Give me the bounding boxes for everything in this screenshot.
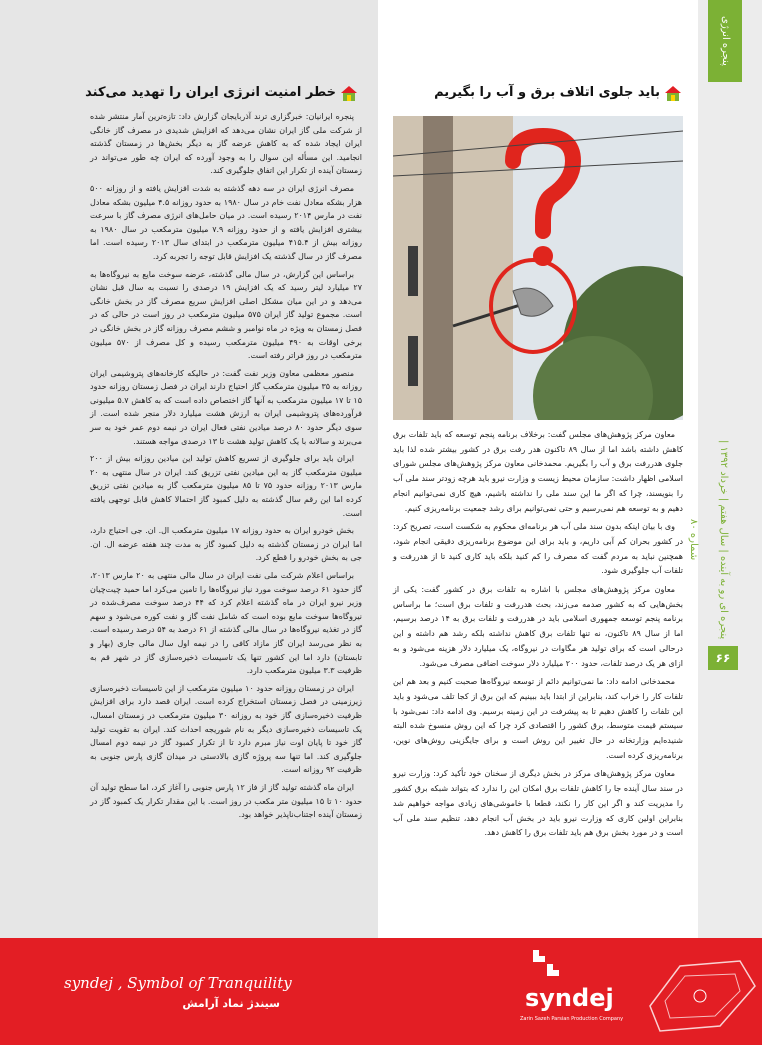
left-article-title: خطر امنیت انرژی ایران را تهدید می‌کند	[85, 85, 336, 100]
right-article-title: باید جلوی اتلاف برق و آب را بگیریم	[434, 85, 660, 100]
paragraph: مصرف انرژی ایران در سه دهه گذشته به شدت افزایش یافته و از روزانه ۵۰۰ هزار بشکه معادل نفت خام در سال ۱۹۸۰ به حدود روزانه ۴.۵ میلیون بشکه معادل نفت در مارس ۲۰۱۴ رسیده است. در میان حامل‌های انرژی مصرف گاز با سرعت بیشتری افزایش یافته و از حدود روزانه ۷.۹ میلیون مترمکعب در سال ۱۹۸۰ به روزانه بیش از ۴۱۵.۴ میلیون مترمکعب در ابتدای سال ۲۰۱۳ رسیده است. اما مصرف گاز در سال گذشته یک افزایش قابل توجه را تجربه کرد.	[90, 183, 362, 261]
paragraph: براساس اعلام شرکت ملی نفت ایران در سال مالی منتهی به ۲۰ مارس ۲۰۱۳، گاز حدود ۶۱ درصد سوخت مورد نیاز نیروگاه‌ها را تامین می‌کرد اما حمید چیت‌چیان وزیر نیرو ایران در ماه گذشته اعلام کرد که ۴۴ درصد سوخت مصرف‌شده در نیروگاه‌ها سوخت مایع بوده است که شامل نفت گاز و نفت کوره می‌شود و سهم گاز در تغذیه نیروگاه‌ها در سال مالی گذشته از ۶۱ درصد به ۵۴ درصد رسیده است. به نظر می‌رسد ایران گاز مازاد کافی را در نیمه اول سال مالی جاری (بهار و تابستان) دارد اما این کشور تنها یک تاسیسات ذخیره‌سازی گاز در شهر قم به ظرفیت ۳.۳ میلیون مترمکعب دارد.	[90, 571, 363, 676]
article-photo	[393, 116, 683, 420]
left-article-body	[90, 110, 362, 930]
paragraph: محمدخانی ادامه داد: ما نمی‌توانیم دائم از توسعه نیروگاه‌ها صحبت کنیم و بعد هم این تلفات کار را خراب کند، بنابراین از ابتدا باید ببینیم که این برق از کجا تلف می‌شود و باید این تلفات را کاهش دهیم تا به پیشرفت در این زمینه برسیم. وی ادامه داد: نمی‌شود با سیستم قیمت متوسط، برق کشور را اقتصادی کرد چرا که این روش منسوخ شده البته شنیده‌ایم وزارتخانه در حال تغییر این روش است و برای جایگزینی روش‌های نوین، برنامه‌ریزی کرده است.	[393, 677, 683, 760]
paragraph: بخش خودرو ایران به حدود روزانه ۱۷ میلیون مترمکعب ال. ان. جی احتیاج دارد، اما ایران در زمستان گذشته به دلیل کمبود گاز به مدت چند هفته عرضه ال. ان. جی به بخش خودرو را قطع کرد.	[90, 526, 362, 563]
paragraph: براساس این گزارش، در سال مالی گذشته، عرضه سوخت مایع به نیروگاه‌ها به ۲۷ میلیارد لیتر رسید که یک افزایش ۱۹ درصدی را نسبت به سال قبل نشان می‌دهد و در این میان مشکل اصلی افزایش سریع مصرف گاز در بخش خانگی است. مجموع تولید گاز ایران ۵۷۵ میلیون مترمکعب در روز است در حالی که در فصل زمستان به ویژه در ماه نوامبر و ششم مصرف روزانه گاز در بخش خانگی در برخی اوقات به ۴۹۰ میلیون مترمکعب رسیده و کل مصرف از ۵۷۰ میلیون مترمکعب در روز فراتر رفته است.	[90, 269, 363, 361]
right-article-body	[393, 428, 683, 928]
paragraph: وی با بیان اینکه بدون سند ملی آب هر برنامه‌ای محکوم به شکست است، تصریح کرد: در کشور بحران کم آبی داریم، و باید برای این موضوع برنامه‌ریزی دقیقی انجام شود، همچنین نباید به مردم گفت که مصرف را کم کنید بلکه باید کاری کنید تا از هدررفت و تلفات آب جلوگیری شود.	[393, 522, 683, 576]
section-tab-label: پنجره انرژی	[720, 16, 731, 66]
street-lamp-illustration	[393, 116, 683, 420]
syndej-logo-icon	[525, 946, 565, 980]
paragraph: پنجره ایرانیان: خبرگزاری ترند آذربایجان گزارش داد: تازه‌ترین آمار منتشر شده از شرکت ملی گاز ایران نشان می‌دهد که افزایش شدیدی در مصرف گاز خانگی ایران ایجاد شده که به کاهش عرضه گاز به دیگر بخش‌ها در زمستان گذشته انجامید. این مسأله این سوال را به وجود آورده که ایران چه طور می‌تواند در زمستان آینده از تکرار این اتفاق جلوگیری کند.	[90, 112, 362, 176]
page-number: ۶۶	[708, 646, 738, 670]
section-tab	[708, 0, 742, 82]
paragraph: منصور معظمی معاون وزیر نفت گفت: در حالیکه کارخانه‌های پتروشیمی ایران روزانه به ۳۵ میلیون مترمکعب گاز احتیاج دارند ایران در فصل زمستان روزانه حدود ۱۵ تا ۱۷ میلیون مترمکعب به آنها گاز اختصاص داده است که به کاهش ۵.۷ میلیونی فرآورده‌های پتروشیمی ایران به ارزش هشت میلیارد دلار منجر شده است. از سوی دیگر حدود ۸۰ درصد میادین نفتی فعال ایران در نیمه دوم عمر خود به سر می‌برند و سالانه با یک کاهش تولید هشت تا ۱۳ درصدی مواجه هستند.	[90, 368, 363, 446]
vertical-issue-info: پنجره ای رو به آینده | سال هفتم | خرداد ۱۳۹۲ | شماره ۸۰	[688, 440, 729, 640]
house-icon	[664, 84, 682, 102]
brand-logo-text: syndej	[525, 984, 614, 1012]
paragraph: ایران باید برای جلوگیری از تسریع کاهش تولید این میادین روزانه بیش از ۲۰۰ میلیون مترمکعب گاز به این میادین نفتی تزریق کند. ایران در سال منتهی به ۲۰ مارس ۲۰۱۳ روزانه حدود ۷۵ تا ۸۵ میلیون مترمکعب گاز به میادین نفتی تزریق کرده اما این رقم سال گذشته به دلیل کمبود گاز احتمالا کاهش قابل توجهی یافته است.	[90, 454, 362, 518]
paragraph: معاون مرکز پژوهش‌های مجلس با اشاره به تلفات برق در کشور گفت: یکی از بخش‌هایی که به کشور صدمه می‌زند، بحث هدررفت و تلفات برق است؛ ما براساس برنامه پنجم توسعه جمهوری اسلامی باید در هدررفت و تلفات برق به ۱۴ درصد برسیم، اما از سال ۸۹ تاکنون، نه تنها تلفات برق کاهش نداشته بلکه رشد هم داشته و این درحالی است که برای تولید هر مگاوات در نیروگاه، یک میلیارد دلار هزینه می‌شود و به ازای هر یک درصد تلفات، حدود ۲۰۰ میلیارد دلار سوخت اضافی مصرف می‌شود.	[393, 585, 684, 668]
paragraph: ایران در زمستان روزانه حدود ۱۰ میلیون مترمکعب از این تاسیسات ذخیره‌سازی زیرزمینی در فصل زمستان استخراج کرده است. ایران قصد دارد برای افزایش ظرفیت ذخیره‌سازی گاز خود به روزانه ۳۰ میلیون مترمکعب در زمستان امسال، یک تاسیسات ذخیره‌سازی دیگر به نام شوریجه احداث کند. ایران به تقویت تولید گاز خود تا پایان اوت نیاز مبرم دارد تا از تکرار کمبود گاز در نیمه دوم امسال جلوگیری کند. اما تنها سه پروژه گازی بالادستی در میدان گازی پارس جنوبی به ظرفیت ۹۲ روزانه است.	[90, 683, 362, 775]
house-icon	[340, 84, 358, 102]
brand-company-name: Zarin Sazeh Parsian Production Company	[520, 1016, 624, 1022]
paragraph: معاون مرکز پژوهش‌های مرکز در بخش دیگری از سخنان خود تأکید کرد: وزارت نیرو در سند سال آینده جا را کاهش تلفات برق امکان این را ندارد که بتواند شبکه برق کشور را مدیریت کند و اگر این کار را نکند، قطعا با خاموشی‌های زیادی مواجه خواهیم شد بنابراین اولین کاری که وزارت نیرو باید در بخش آب انجام دهد، تنظیم سند ملی آب است و در مورد بخش برق هم باید تلفات برق را کاهش دهد.	[393, 769, 683, 838]
paragraph: ایران ماه گذشته تولید گاز از فاز ۱۲ پارس جنوبی را آغاز کرد، اما سطح تولید آن حدود ۱۰ تا ۱۵ میلیون متر مکعب در روز است. با این مقدار تکرار یک کمبود گاز در زمستان آینده اجتناب‌ناپذیر خواهد بود.	[90, 782, 363, 820]
product-drawing-icon	[640, 946, 760, 1041]
slogan-english: syndej , Symbol of Tranquility	[64, 974, 292, 992]
slogan-persian: سیندژ نماد آرامش	[182, 997, 280, 1010]
paragraph: معاون مرکز پژوهش‌های مجلس گفت: برخلاف برنامه پنجم توسعه که باید تلفات برق کاهش داشته باشد اما از سال ۸۹ تاکنون هدر رفت برق در کشور بیشتر شده لذا باید جلوی هدررفت برق و آب را بگیریم. محمدخانی معاون مرکز پژوهش‌های مجلس شورای اسلامی اظهار داشت: سازمان محیط زیست و وزارت نیرو باید هرچه زودتر سند ملی آب را بنویسند، چرا که اگر ما این سند ملی را نداشته باشیم، هیچ کاری نمی‌توانیم انجام دهیم و به توسعه هم نمی‌رسیم و حتی نمی‌توانیم برای رشد جمعیت برنامه‌ریزی کنیم.	[393, 430, 683, 513]
